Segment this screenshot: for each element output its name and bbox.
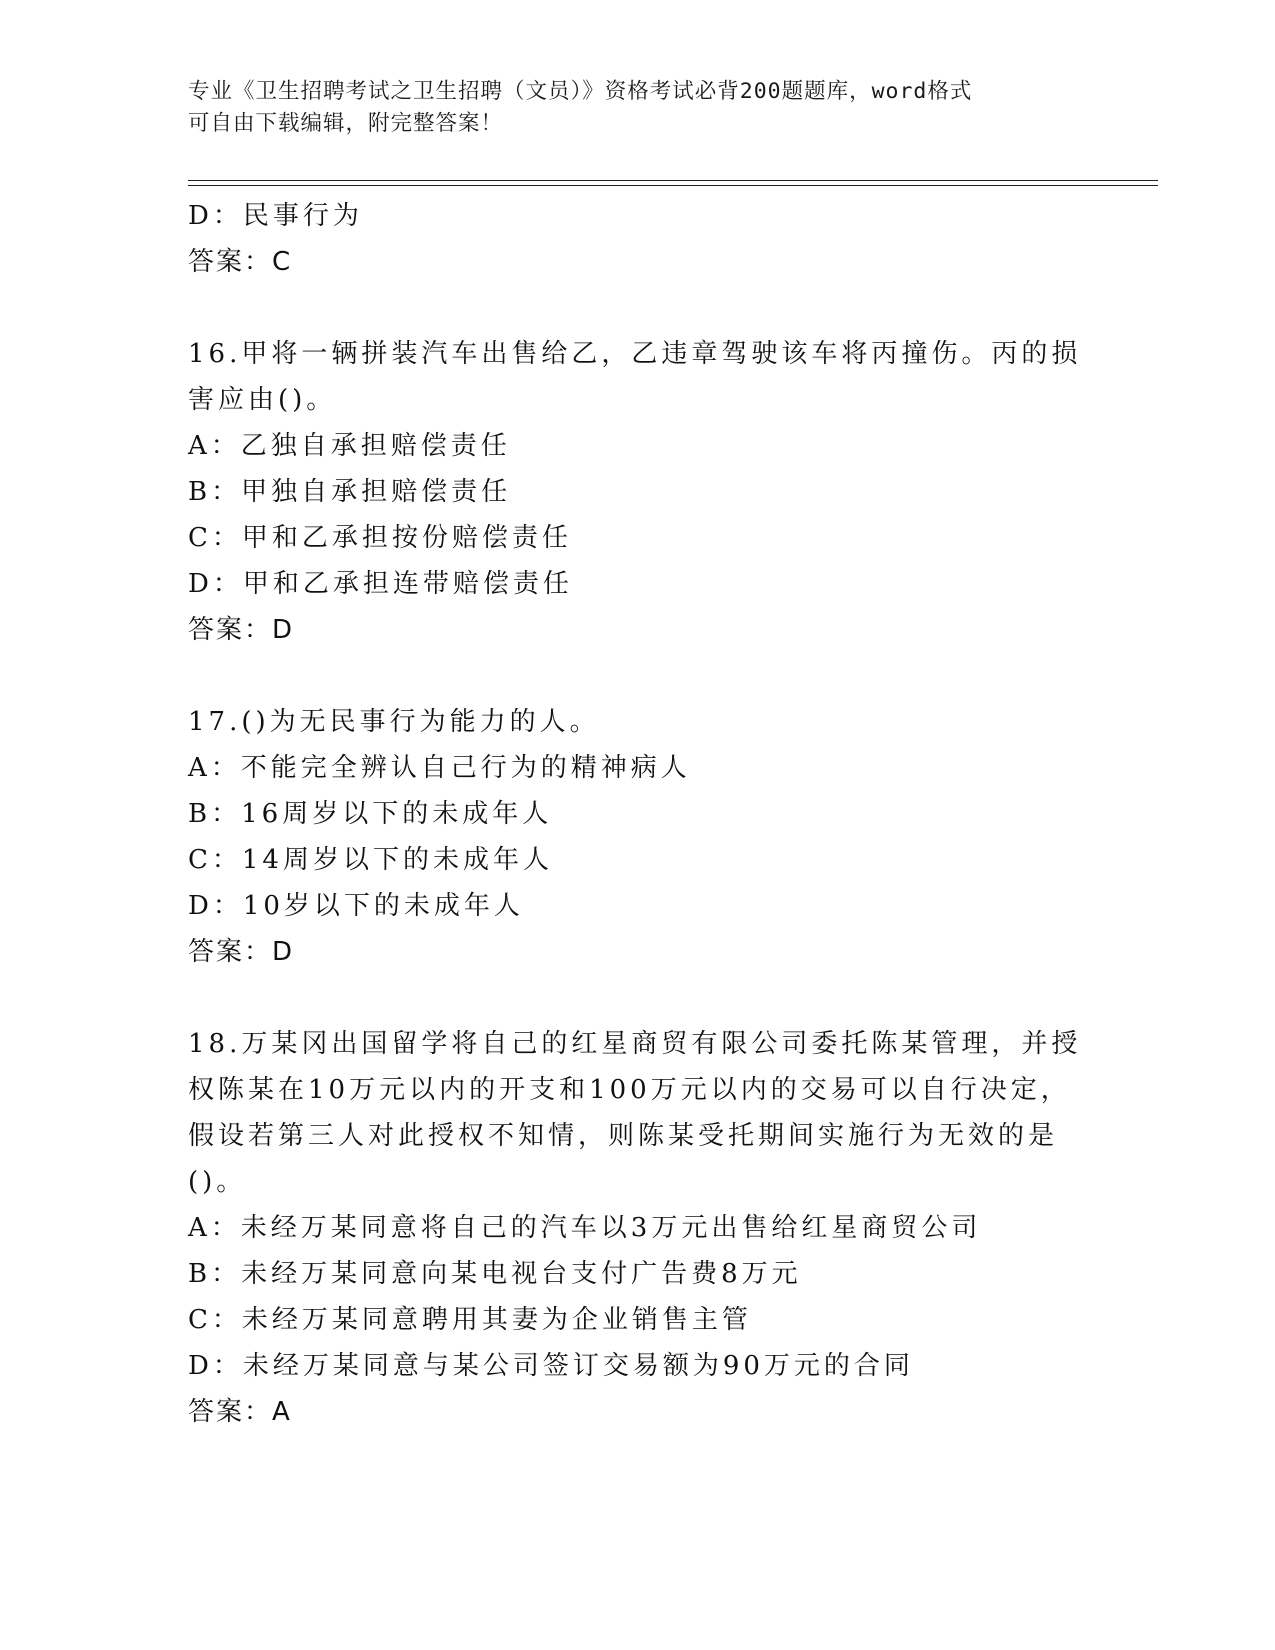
option-d: D：未经万某同意与某公司签订交易额为90万元的合同 <box>188 1351 914 1381</box>
option-a: A：未经万某同意将自己的汽车以3万元出售给红星商贸公司 <box>188 1213 982 1243</box>
spacer <box>188 653 1088 699</box>
header-line-1: 专业《卫生招聘考试之卫生招聘（文员）》资格考试必背200题题库，word格式 <box>188 79 973 104</box>
answer-line: 答案：D <box>188 937 295 967</box>
option-d: D：民事行为 <box>188 201 363 231</box>
document-body <box>188 193 1088 1435</box>
option-b: B：未经万某同意向某电视台支付广告费8万元 <box>188 1259 802 1289</box>
option-b: B：甲独自承担赔偿责任 <box>188 477 512 507</box>
question-text: 16.甲将一辆拼装汽车出售给乙，乙违章驾驶该车将丙撞伤。丙的损害应由()。 <box>188 339 1082 415</box>
option-a: A：乙独自承担赔偿责任 <box>188 431 511 461</box>
header-divider-top <box>188 180 1158 181</box>
question-16 <box>188 331 1088 653</box>
answer-line: 答案：A <box>188 1397 292 1427</box>
question-text: 18.万某冈出国留学将自己的红星商贸有限公司委托陈某管理，并授权陈某在10万元以内的开支和100万元以内的交易可以自行决定，假设若第三人对此授权不知情，则陈某受托期间实施行为无效的是()。 <box>188 1029 1082 1197</box>
answer-line: 答案：C <box>188 247 293 277</box>
option-a: A：不能完全辨认自己行为的精神病人 <box>188 753 691 783</box>
header-divider-bottom <box>188 185 1158 186</box>
option-c: C：未经万某同意聘用其妻为企业销售主管 <box>188 1305 752 1335</box>
option-d: D：甲和乙承担连带赔偿责任 <box>188 569 573 599</box>
question-17 <box>188 699 1088 975</box>
spacer <box>188 285 1088 331</box>
option-b: B：16周岁以下的未成年人 <box>188 799 553 829</box>
header-line-2: 可自由下载编辑，附完整答案！ <box>188 111 504 136</box>
answer-line: 答案：D <box>188 615 295 645</box>
question-18 <box>188 1021 1088 1435</box>
document-header <box>188 76 1088 140</box>
option-c: C：甲和乙承担按份赔偿责任 <box>188 523 572 553</box>
option-c: C：14周岁以下的未成年人 <box>188 845 553 875</box>
question-text: 17.()为无民事行为能力的人。 <box>188 707 600 737</box>
previous-question-tail <box>188 193 1088 285</box>
option-d: D：10岁以下的未成年人 <box>188 891 524 921</box>
spacer <box>188 975 1088 1021</box>
